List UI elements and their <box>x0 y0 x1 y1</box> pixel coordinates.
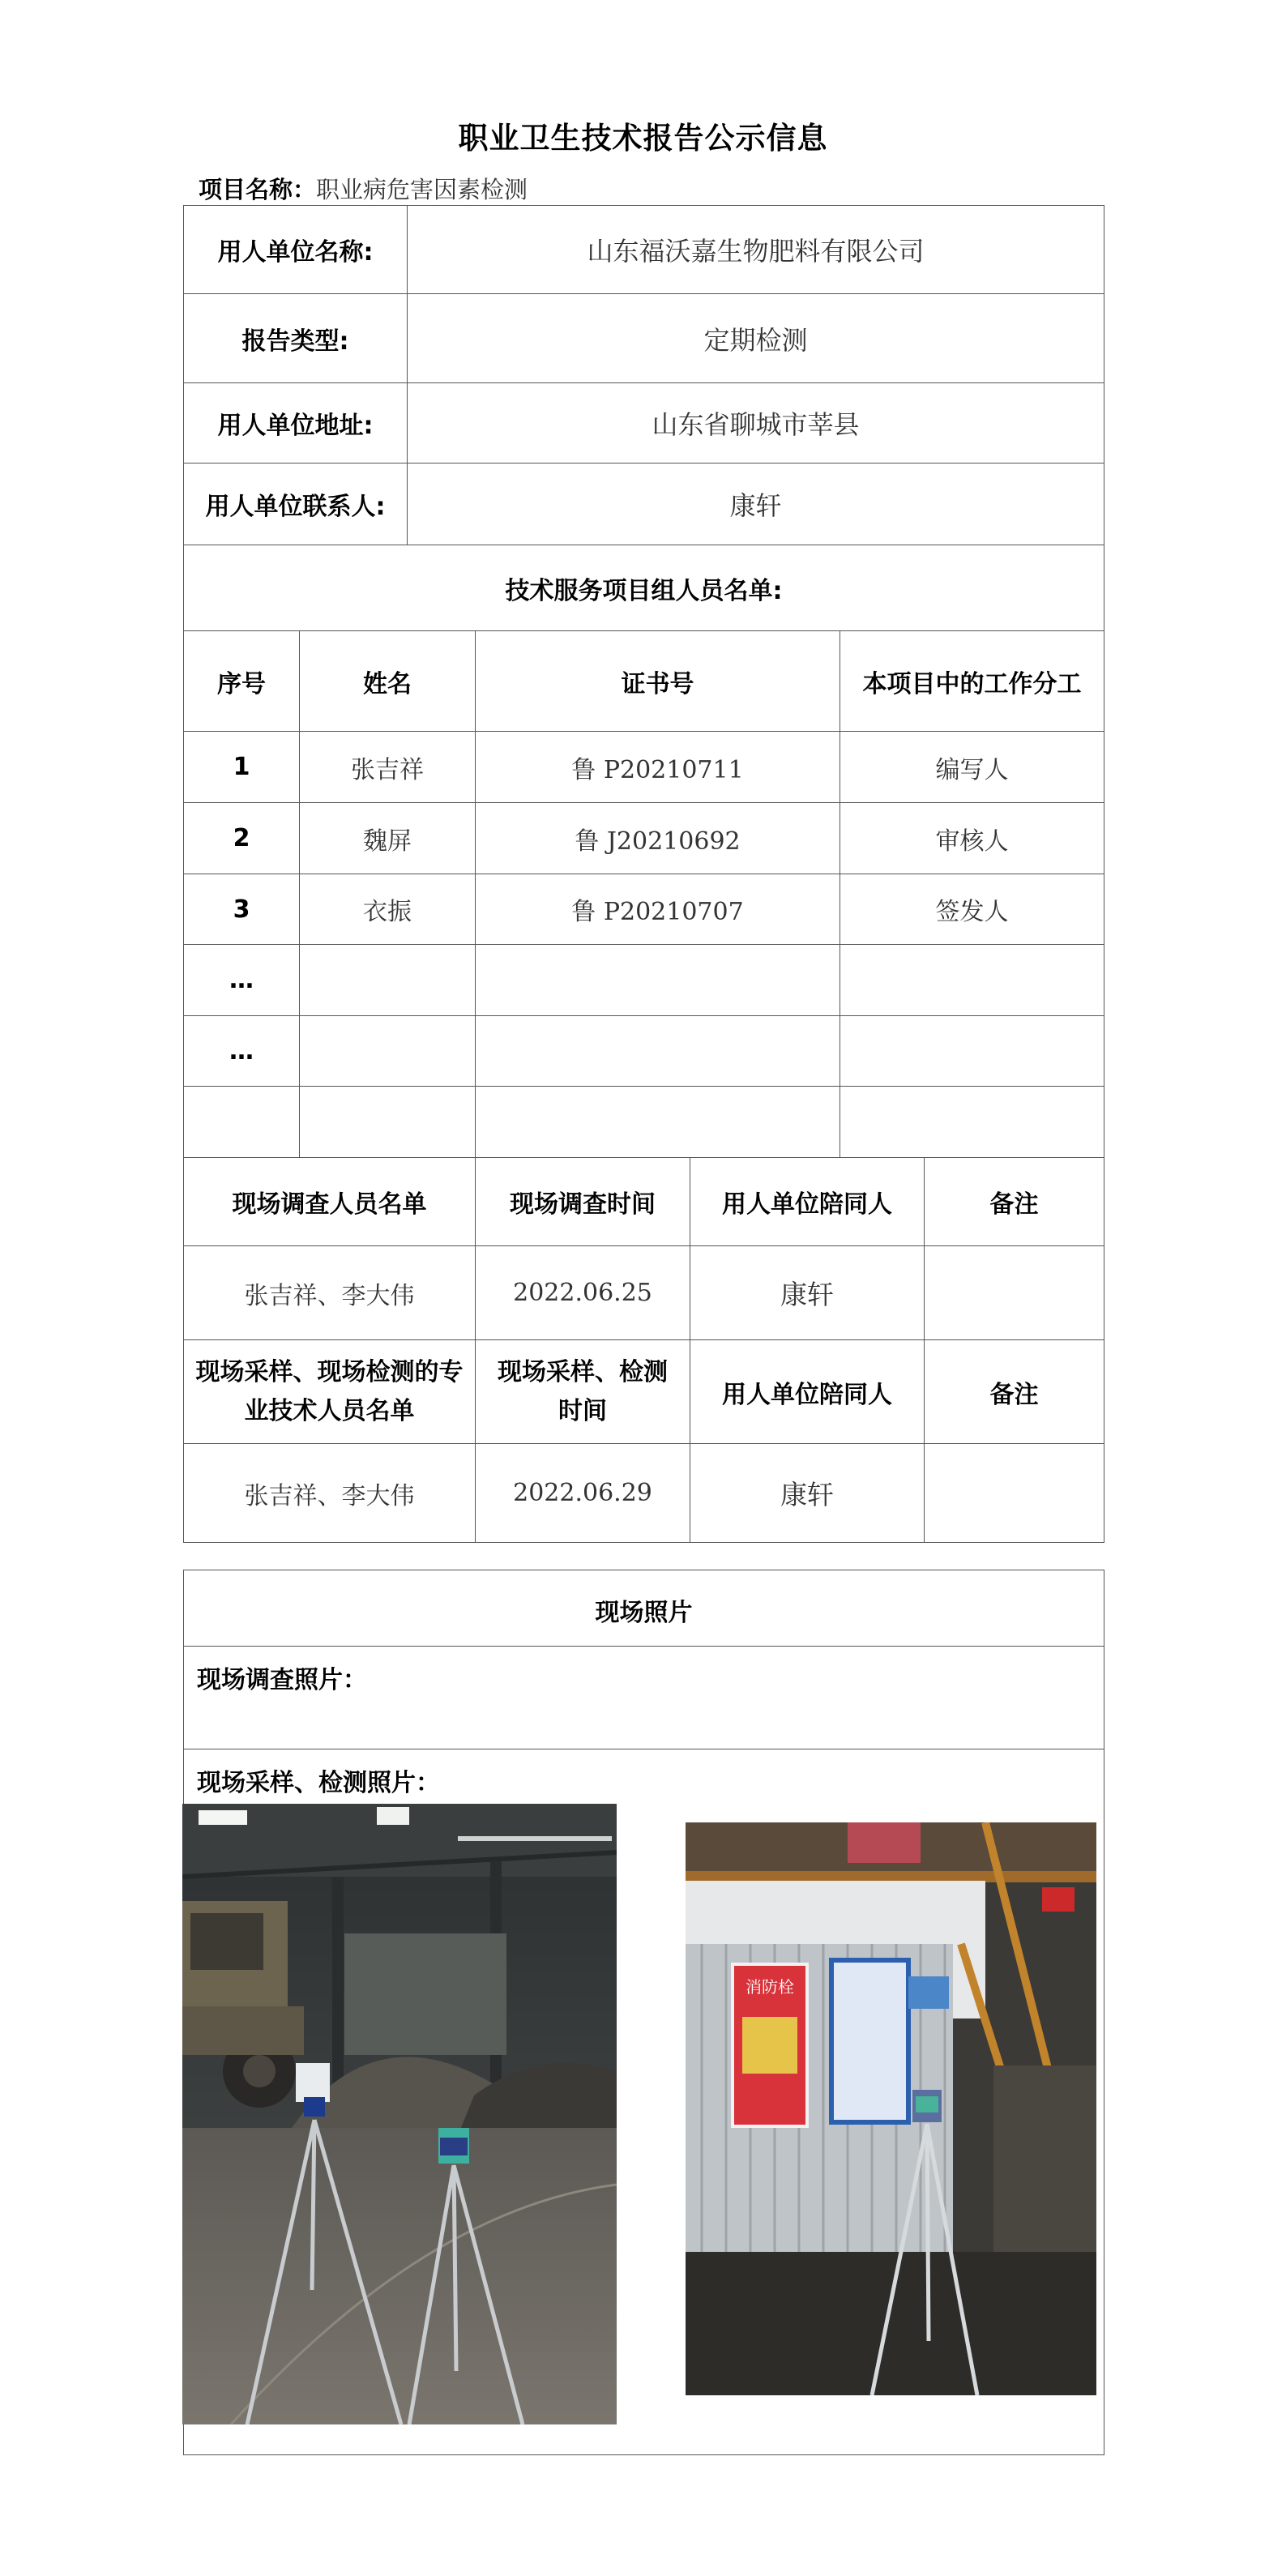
row-number: … <box>184 945 300 1016</box>
team-table <box>183 545 1104 1158</box>
member-name: 张吉祥 <box>300 732 476 803</box>
sampling-escort: 康轩 <box>690 1444 925 1543</box>
info-row <box>184 383 1104 464</box>
table-row <box>184 803 1104 874</box>
info-row <box>184 294 1104 383</box>
sampling-remark <box>925 1444 1104 1543</box>
table-row <box>184 874 1104 945</box>
sampling-photo-label: 现场采样、检测照片： <box>197 1769 440 1797</box>
row-number: 2 <box>184 803 300 874</box>
field-work-table <box>183 1157 1104 1543</box>
member-name <box>300 1087 476 1158</box>
col-header: 姓名 <box>300 631 476 732</box>
certificate-number <box>476 945 840 1016</box>
member-role <box>840 1016 1104 1087</box>
table-row <box>184 1087 1104 1158</box>
sampling-photo-hydrant <box>686 1822 1096 2395</box>
row-number <box>184 1087 300 1158</box>
certificate-number <box>476 1016 840 1087</box>
table-row <box>184 945 1104 1016</box>
sampling-header-row <box>184 1340 1104 1444</box>
info-row <box>184 464 1104 545</box>
sampling-photo-warehouse <box>182 1804 617 2424</box>
survey-escort: 康轩 <box>690 1246 925 1340</box>
survey-remark <box>925 1246 1104 1340</box>
table-row <box>184 1444 1104 1543</box>
photo-section-heading: 现场照片 <box>595 1599 693 1627</box>
poster-title: 消防栓 <box>746 1977 794 1997</box>
member-role <box>840 1087 1104 1158</box>
certificate-number: 鲁 P20210707 <box>476 874 840 945</box>
certificate-number <box>476 1087 840 1158</box>
member-role: 签发人 <box>840 874 1104 945</box>
member-name <box>300 1016 476 1087</box>
certificate-number: 鲁 J20210692 <box>476 803 840 874</box>
col-header: 用人单位陪同人 <box>690 1158 925 1246</box>
warehouse-photo-image <box>182 1804 617 2424</box>
col-header: 用人单位陪同人 <box>690 1340 925 1444</box>
project-name-label: 项目名称： <box>199 176 317 203</box>
col-header: 现场调查时间 <box>476 1158 690 1246</box>
project-name-value: 职业病危害因素检测 <box>316 176 528 203</box>
col-header: 现场调查人员名单 <box>184 1158 476 1246</box>
member-name <box>300 945 476 1016</box>
col-header: 现场采样、检测时间 <box>476 1340 690 1444</box>
info-label: 报告类型: <box>184 294 408 383</box>
survey-staff: 张吉祥、李大伟 <box>184 1246 476 1340</box>
col-header: 本项目中的工作分工 <box>840 631 1104 732</box>
info-row <box>184 206 1104 294</box>
row-number: 1 <box>184 732 300 803</box>
row-number: 3 <box>184 874 300 945</box>
col-header: 证书号 <box>476 631 840 732</box>
survey-photo-label: 现场调查照片： <box>197 1666 367 1694</box>
survey-header-row <box>184 1158 1104 1246</box>
row-number: … <box>184 1016 300 1087</box>
team-header-row <box>184 631 1104 732</box>
col-header: 备注 <box>925 1340 1104 1444</box>
sampling-staff: 张吉祥、李大伟 <box>184 1444 476 1543</box>
info-value: 山东省聊城市莘县 <box>408 383 1104 464</box>
project-name-line <box>199 172 528 205</box>
table-row <box>184 732 1104 803</box>
sampling-date: 2022.06.29 <box>476 1444 690 1543</box>
certificate-number: 鲁 P20210711 <box>476 732 840 803</box>
table-row <box>184 1246 1104 1340</box>
info-label: 用人单位名称: <box>184 206 408 294</box>
info-value: 山东福沃嘉生物肥料有限公司 <box>408 206 1104 294</box>
member-role <box>840 945 1104 1016</box>
hydrant-photo-image <box>686 1822 1096 2395</box>
survey-date: 2022.06.25 <box>476 1246 690 1340</box>
info-value: 定期检测 <box>408 294 1104 383</box>
member-role: 审核人 <box>840 803 1104 874</box>
table-row <box>184 1016 1104 1087</box>
info-label: 用人单位联系人: <box>184 464 408 545</box>
member-name: 魏屏 <box>300 803 476 874</box>
info-label: 用人单位地址: <box>184 383 408 464</box>
info-value: 康轩 <box>408 464 1104 545</box>
col-header: 序号 <box>184 631 300 732</box>
member-name: 衣振 <box>300 874 476 945</box>
member-role: 编写人 <box>840 732 1104 803</box>
col-header: 备注 <box>925 1158 1104 1246</box>
divider <box>183 1646 1104 1647</box>
team-heading: 技术服务项目组人员名单: <box>184 545 1104 631</box>
page-title: 职业卫生技术报告公示信息 <box>458 121 828 156</box>
col-header: 现场采样、现场检测的专业技术人员名单 <box>184 1340 476 1444</box>
unit-info-table <box>183 205 1104 545</box>
